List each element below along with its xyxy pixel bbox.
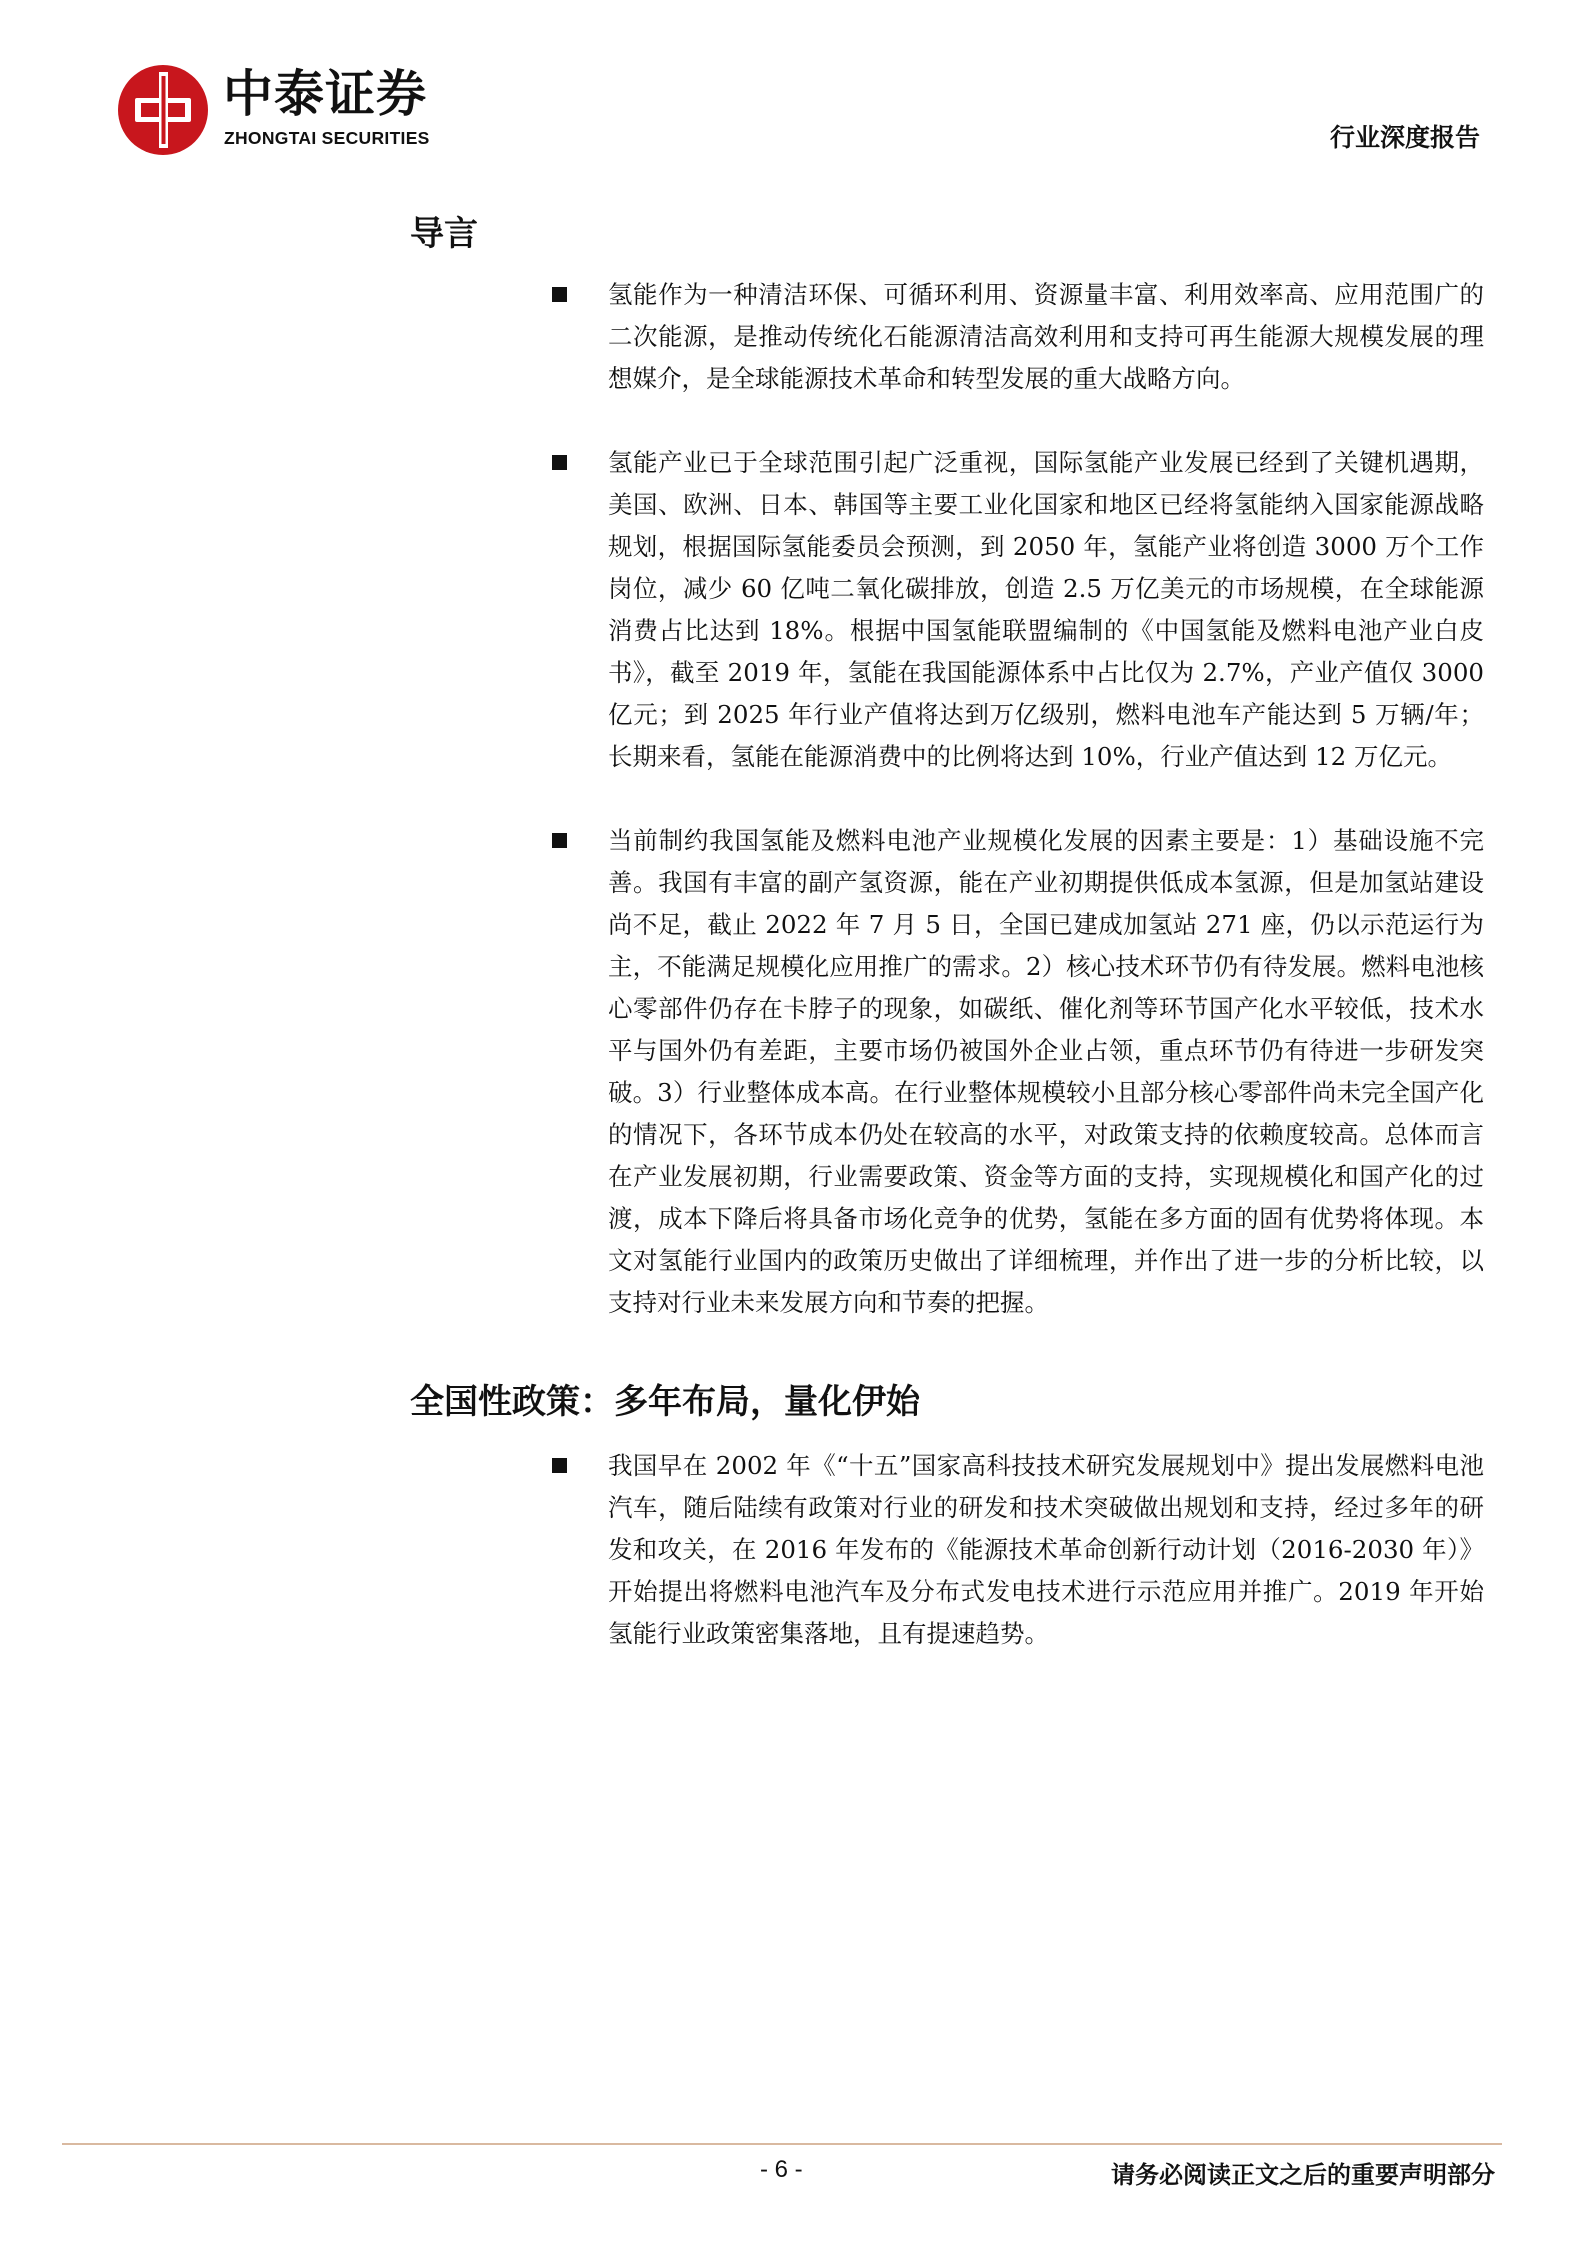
bullet-text: 氢能作为一种清洁环保、可循环利用、资源量丰富、利用效率高、应用范围广的二次能源，是推动传统化石能源清洁高效利用和支持可再生能源大规模发展的理想媒介，是全球能源技术革命和转型发展的重大战略方向。 [608,280,1484,393]
square-bullet-icon [552,287,567,302]
section-heading-intro: 导言 [410,214,478,254]
footer-divider [62,2143,1502,2145]
square-bullet-icon [552,1458,567,1473]
bullet-text: 氢能产业已于全球范围引起广泛重视，国际氢能产业发展已经到了关键机遇期，美国、欧洲、日本、韩国等主要工业化国家和地区已经将氢能纳入国家能源战略规划，根据国际氢能委员会预测，到 2050 年，氢能产业将创造 3000 万个工作岗位，减少 60 亿吨二氧化碳排放，创造 2.5 万亿美元的市场规模，在全球能源消费占比达到 18%。根据中国氢能联盟编制的《中国氢能及燃料电池产业白皮书》，截至 2019 年，氢能在我国能源体系中占比仅为 2.7%，产业产值仅 3000 亿元；到 2025 年行业产值将达到万亿级别，燃料电池车产能达到 5 万辆/年；长期来看，氢能在能源消费中的比例将达到 10%，行业产值达到 12 万亿元。 [608,448,1484,771]
square-bullet-icon [552,833,567,848]
page-number: - 6 - [760,2156,803,2183]
report-type-label: 行业深度报告 [1329,123,1480,152]
footer-disclaimer: 请务必阅读正文之后的重要声明部分 [1111,2160,1495,2189]
bullet-text: 我国早在 2002 年《“十五”国家高科技技术研究发展规划中》提出发展燃料电池汽车，随后陆续有政策对行业的研发和技术突破做出规划和支持，经过多年的研发和攻关，在 2016 年发布的《能源技术革命创新行动计划（2016-2030 年）》开始提出将燃料电池汽车及分布式发电技术进行示范应用并推广。2019 年开始氢能行业政策密集落地，且有提速趋势。 [608,1451,1484,1648]
bullet-text: 当前制约我国氢能及燃料电池产业规模化发展的因素主要是：1）基础设施不完善。我国有丰富的副产氢资源，能在产业初期提供低成本氢源，但是加氢站建设尚不足，截止 2022 年 7 月 5 日，全国已建成加氢站 271 座，仍以示范运行为主，不能满足规模化应用推广的需求。2）核心技术环节仍有待发展。燃料电池核心零部件仍存在卡脖子的现象，如碳纸、催化剂等环节国产化水平较低，技术水平与国外仍有差距，主要市场仍被国外企业占领，重点环节仍有待进一步研发突破。3）行业整体成本高。在行业整体规模较小且部分核心零部件尚未完全国产化的情况下，各环节成本仍处在较高的水平，对政策支持的依赖度较高。总体而言在产业发展初期，行业需要政策、资金等方面的支持，实现规模化和国产化的过渡，成本下降后将具备市场化竞争的优势，氢能在多方面的固有优势将体现。本文对氢能行业国内的政策历史做出了详细梳理，并作出了进一步的分析比较，以支持对行业未来发展方向和节奏的把握。 [608,826,1484,1317]
section-heading-national-policy: 全国性政策：多年布局，量化伊始 [410,1382,920,1422]
logo-english-name: ZHONGTAI SECURITIES [224,128,430,148]
company-logo [115,62,475,162]
square-bullet-icon [552,455,567,470]
logo-chinese-name: 中泰证券 [223,65,427,123]
zhongtai-logo-icon [115,62,211,158]
